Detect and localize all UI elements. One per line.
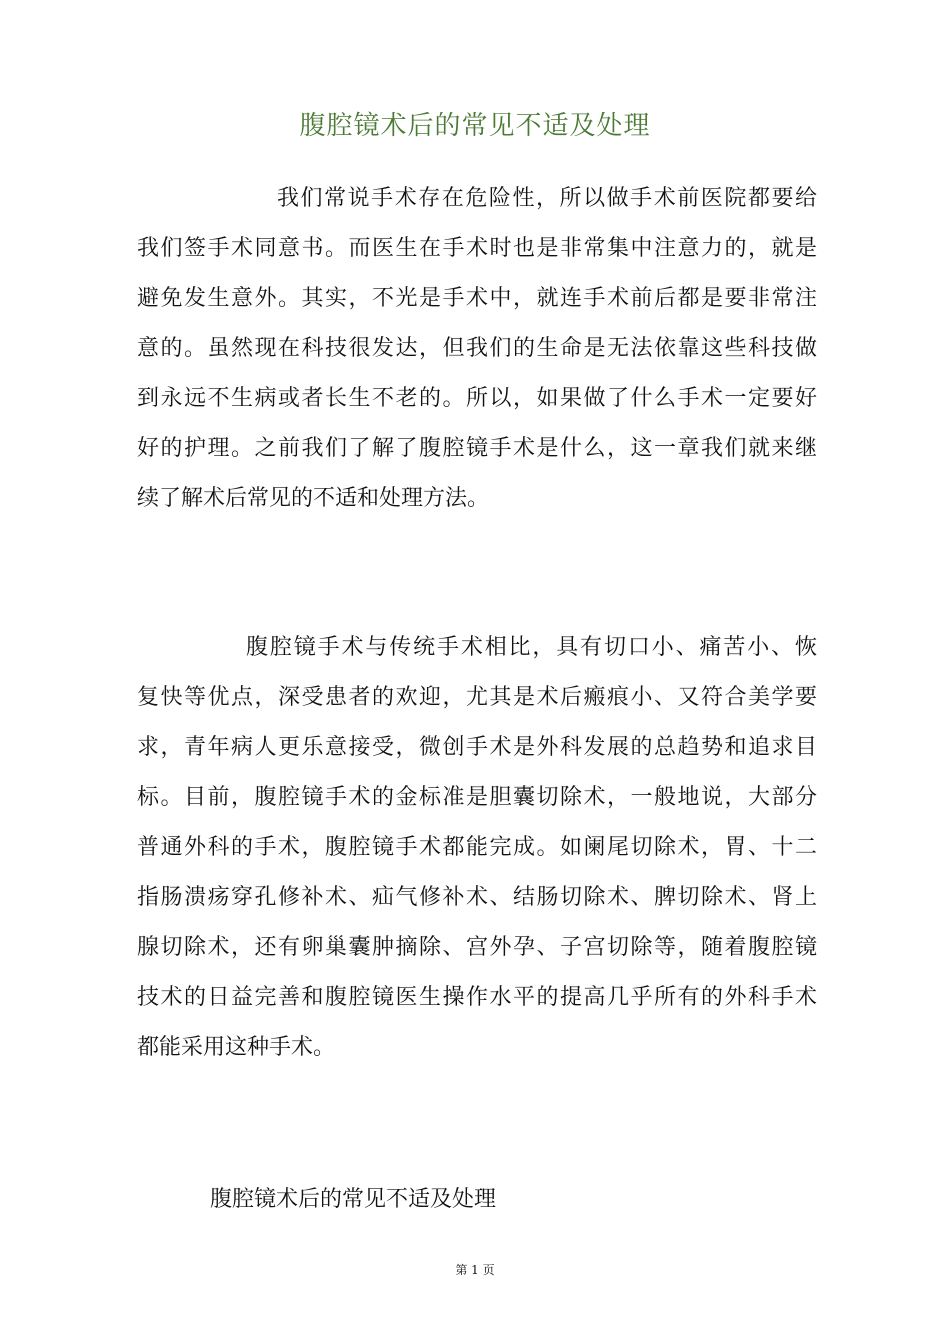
paragraph-line: 避免发生意外。其实，不光是手术中，就连手术前后都是要非常注 xyxy=(137,286,817,311)
paragraph-line: 续了解术后常见的不适和处理方法。 xyxy=(137,486,490,511)
paragraph-line: 复快等优点，深受患者的欢迎，尤其是术后瘢痕小、又符合美学要 xyxy=(137,685,817,710)
section-heading: 腹腔镜术后的常见不适及处理 xyxy=(210,1187,497,1212)
paragraph-line: 指肠溃疡穿孔修补术、疝气修补术、结肠切除术、脾切除术、肾上 xyxy=(137,885,817,910)
paragraph-line: 求，青年病人更乐意接受，微创手术是外科发展的总趋势和追求目 xyxy=(137,735,817,760)
paragraph-line: 到永远不生病或者长生不老的。所以，如果做了什么手术一定要好 xyxy=(137,386,817,411)
paragraph-line: 意的。虽然现在科技很发达，但我们的生命是无法依靠这些科技做 xyxy=(137,336,817,361)
paragraph-line: 都能采用这种手术。 xyxy=(137,1035,336,1060)
paragraph-line: 普通外科的手术，腹腔镜手术都能完成。如阑尾切除术，胃、十二 xyxy=(137,835,817,860)
paragraph-line: 腹腔镜手术与传统手术相比，具有切口小、痛苦小、恢 xyxy=(246,635,817,660)
paragraph-line: 标。目前，腹腔镜手术的金标准是胆囊切除术，一般地说，大部分 xyxy=(137,785,817,810)
page-number: 第 1 页 xyxy=(455,1263,495,1277)
paragraph-line: 我们签手术同意书。而医生在手术时也是非常集中注意力的，就是 xyxy=(137,236,817,261)
paragraph-line: 腺切除术，还有卵巢囊肿摘除、宫外孕、子宫切除等，随着腹腔镜 xyxy=(137,935,817,960)
document-title: 腹腔镜术后的常见不适及处理 xyxy=(299,111,651,141)
paragraph-line: 好的护理。之前我们了解了腹腔镜手术是什么，这一章我们就来继 xyxy=(137,436,817,461)
paragraph-line: 我们常说手术存在危险性，所以做手术前医院都要给 xyxy=(277,186,817,211)
paragraph-line: 技术的日益完善和腹腔镜医生操作水平的提高几乎所有的外科手术 xyxy=(137,985,817,1010)
